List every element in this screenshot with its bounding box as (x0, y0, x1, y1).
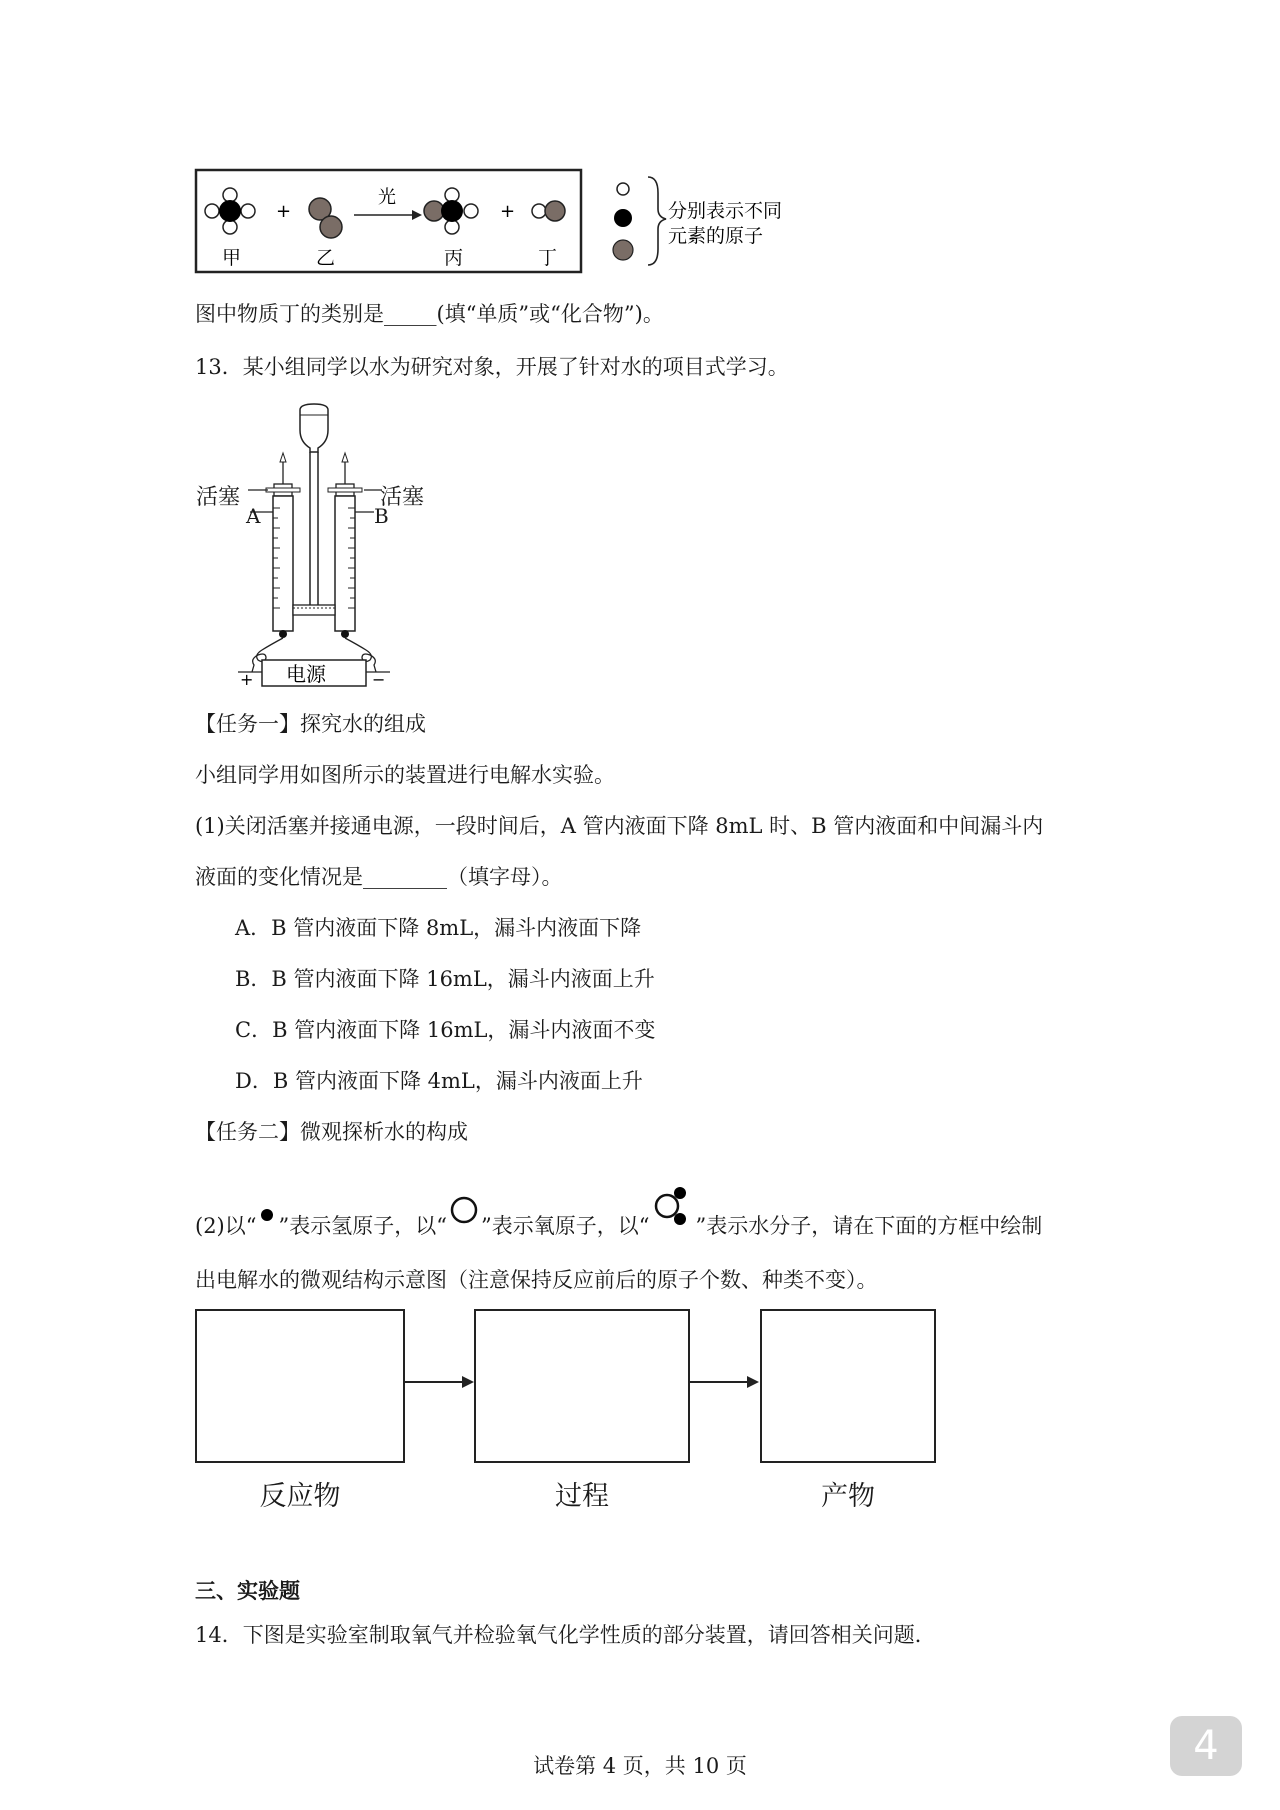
task1-intro: 小组同学用如图所示的装置进行电解水实验。 (195, 763, 615, 787)
process-label: 过程 (555, 1481, 609, 1512)
atom-legend (613, 177, 666, 265)
power-label: 电源 (286, 662, 326, 686)
option-d: D．B 管内液面下降 4mL，漏斗内液面上升 (235, 1069, 643, 1093)
molecule-bing (424, 188, 478, 234)
q2-line-2: 出电解水的微观结构示意图（注意保持反应前后的原子个数、种类不变）。 (195, 1268, 878, 1292)
section-heading: 三、实验题 (195, 1578, 300, 1603)
page-number-badge: 4 (1170, 1716, 1242, 1776)
page-footer: 试卷第 4 页，共 10 页 (533, 1754, 747, 1778)
electrolysis-apparatus (190, 400, 450, 690)
option-b: B．B 管内液面下降 16mL，漏斗内液面上升 (235, 967, 655, 991)
q13-stem: 13．某小组同学以水为研究对象，开展了针对水的项目式学习。 (195, 355, 789, 379)
option-c: C．B 管内液面下降 16mL，漏斗内液面不变 (235, 1018, 656, 1042)
hydrogen-atom-icon (256, 1202, 278, 1232)
reaction-figure (190, 165, 830, 280)
reaction-arrow-head (412, 210, 422, 220)
product-box[interactable] (760, 1309, 936, 1463)
reactant-label: 反应物 (259, 1481, 341, 1512)
funnel (300, 404, 328, 452)
q1-line-2: 液面的变化情况是________（填字母）。 (195, 865, 563, 889)
flow-arrow-2 (690, 1372, 760, 1392)
q14-stem: 14．下图是实验室制取氧气并检验氧气化学性质的部分装置，请回答相关问题． (195, 1623, 936, 1647)
molecule-ding (532, 201, 565, 221)
water-molecule-icon (649, 1184, 695, 1236)
molecule-jia (205, 188, 255, 234)
product-label: 产物 (821, 1481, 875, 1512)
q2-line-1 (195, 1211, 1042, 1241)
q12-tail: 图中物质丁的类别是_____(填“单质”或“化合物”)。 (195, 302, 664, 326)
tube-a-label: A (246, 504, 261, 528)
brace-icon (648, 177, 666, 265)
option-a: A．B 管内液面下降 8mL，漏斗内液面下降 (235, 916, 642, 940)
process-box[interactable] (474, 1309, 690, 1463)
plus-terminal: + (240, 670, 254, 689)
tube-b-label: B (374, 504, 389, 528)
q2-part-3: ”表示氧原子，以“ (480, 1214, 650, 1238)
q1-line-1: (1)关闭活塞并接通电源，一段时间后，A 管内液面下降 8mL 时、B 管内液面和中间漏斗内 (195, 814, 1044, 838)
task2-title: 【任务二】微观探析水的构成 (195, 1120, 468, 1144)
reaction-condition: 光 (378, 187, 396, 208)
plus-sign: + (276, 201, 292, 222)
legend-line-1: 分别表示不同 (668, 200, 783, 222)
plus-sign: + (500, 201, 516, 222)
oxygen-atom-icon (447, 1193, 481, 1233)
minus-terminal: − (372, 670, 386, 689)
flow-arrow-1 (405, 1372, 475, 1392)
label-bing: 丙 (444, 247, 464, 269)
legend-line-2: 元素的原子 (668, 225, 764, 247)
label-yi: 乙 (316, 247, 336, 269)
q2-part-1: (2)以“ (195, 1214, 257, 1238)
q2-part-2: ”表示氢原子，以“ (278, 1214, 447, 1238)
valve-right-label: 活塞 (380, 485, 425, 510)
q2-part-4: ”表示水分子，请在下面的方框中绘制 (695, 1214, 1043, 1238)
label-jia: 甲 (222, 247, 242, 269)
molecule-yi (309, 198, 342, 238)
valve-left-label: 活塞 (196, 485, 241, 510)
task1-title: 【任务一】探究水的组成 (195, 712, 426, 736)
label-ding: 丁 (538, 247, 558, 269)
reactant-box[interactable] (195, 1309, 405, 1463)
